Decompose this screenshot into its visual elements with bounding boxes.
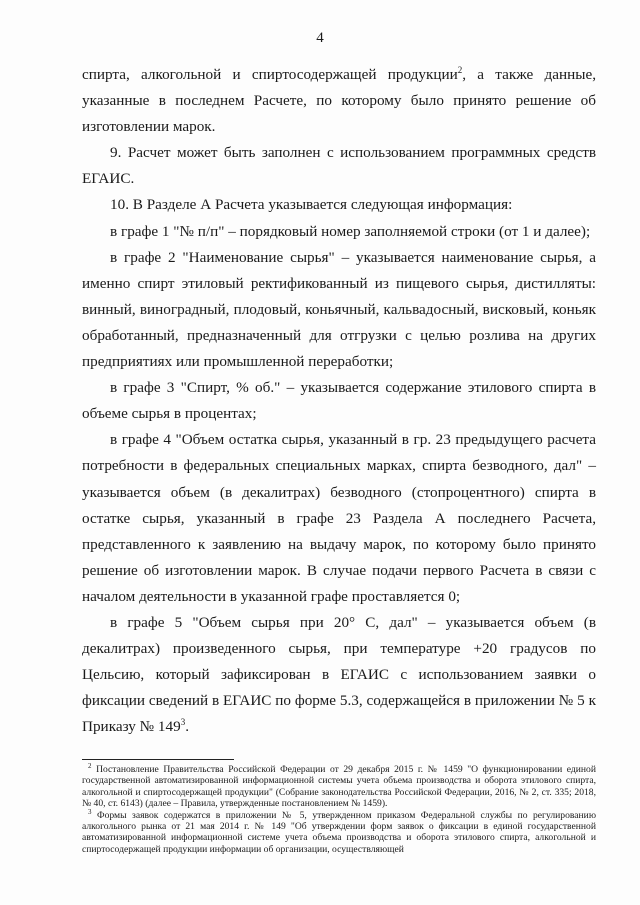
- paragraph-3: 10. В Разделе А Расчета указывается следующая информация:: [110, 196, 513, 214]
- footnote-mark: 3: [88, 807, 92, 816]
- footnote-2: $^2$ Постановление Правительства Российской Федерации от 29 декабря 2015 г. № 1459 "О функционировании единой государственной автоматизированной информационной системы учета объема производства и оборота этилового спирта, алкогольной и спиртосодержащей продукции" (Собрание законодательства Российской Федерации, 2016, № 2, ст. 335; 2018, № 40, ст. 6143) (далее – Правила, утвержденные постановлением № 1459).: [82, 761, 596, 810]
- footnote-mark: 2: [88, 761, 92, 770]
- paragraph-2: 9. Расчет может быть заполнен с использованием программных средств ЕГАИС.: [82, 144, 596, 188]
- page-number: 4: [316, 30, 324, 46]
- main-text: [82, 62, 596, 740]
- paragraph-4: в графе 1 "№ п/п" – порядковый номер заполняемой строки (от 1 и далее);: [110, 222, 591, 240]
- footnote-3: $^3$ Формы заявок содержатся в приложении № 5, утвержденном приказом Федеральной службы по регулированию алкогольного рынка от 21 мая 2014 г. № 149 "Об утверждении форм заявок о фиксации в единой государственной автоматизированной информационной системе учета объема производства и оборота этилового спирта, алкогольной и спиртосодержащей продукции информации об организации, осуществляющей: [82, 807, 596, 855]
- paragraph-1: спирта, алкогольной и спиртосодержащей продукции$^2$, а также данные, указанные в последнем Расчете, по которому было принято решение об изготовлении марок.: [82, 64, 596, 136]
- footnotes: [82, 761, 596, 855]
- paragraph-5: в графе 2 "Наименование сырья" – указывается наименование сырья, а именно спирт этиловый ректификованный из пищевого сырья, дистилляты: винный, виноградный, плодовый, коньячный, кальвадосный, висковый, коньяк обработанный, предназначенный для отгрузки с целью розлива на других предприятиях или промышленной переработки;: [82, 248, 596, 371]
- paragraph-6: в графе 3 "Спирт, % об." – указывается содержание этилового спирта в объеме сырья в процентах;: [82, 379, 596, 423]
- paragraph-8: в графе 5 "Объем сырья при 20° С, дал" – указывается объем (в декалитрах) произведенного сырья, при температуре +20 градусов по Цельсию, который зафиксирован в ЕГАИС с использованием заявки о фиксации сведений в ЕГАИС по форме 5.3, содержащейся в приложении № 5 к Приказу № $149^3$.: [82, 613, 596, 736]
- footnote-ref-2: 2: [457, 64, 463, 75]
- footnote-ref-3: 3: [180, 717, 186, 728]
- paragraph-7: в графе 4 "Объем остатка сырья, указанный в гр. 23 предыдущего расчета потребности в федеральных специальных марках, спирта безводного, дал" – указывается объем (в декалитрах) безводного (стопроцентного) спирта в остатке сырья, указанный в графе 23 Раздела А последнего Расчета, представленного к заявлению на выдачу марок, по которому было принято решение об изготовлении марок. В случае подачи первого Расчета в связи с началом деятельности в указанной графе проставляется 0;: [82, 431, 596, 605]
- footnote-separator: [82, 759, 234, 760]
